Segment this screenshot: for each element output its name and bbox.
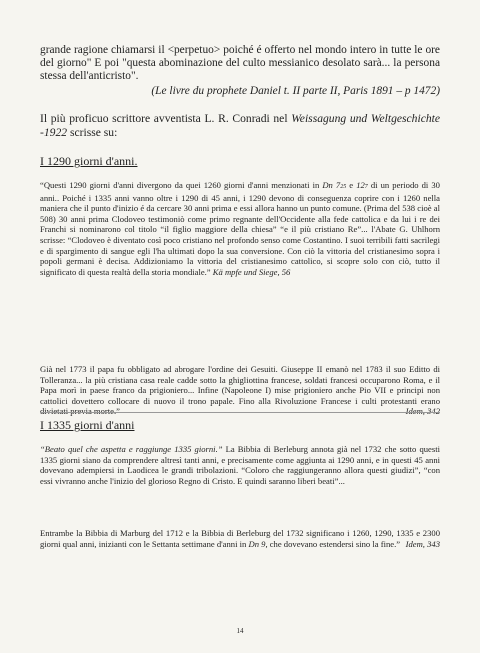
page-number: 14 (236, 627, 244, 635)
intro-citation-text: (Le livre du prophete Daniel t. II parte II, Paris 1891 – p 1472) (151, 85, 440, 97)
conradi-book-title: Weissagung und Weltgeschichte -1922 (40, 112, 441, 139)
conradi-intro-text: Il più proficuo scrittore avventista L. R. Conradi nel (40, 112, 288, 125)
section1-ref-12-verse: 7 (364, 184, 368, 190)
intro-text: grande ragione chiamarsi il <perpetuo> poiché é offerto nel mondo intero in tutte le ore del giorno" E poi "questa abominazione del culto messianico desolato sarà... la persona stessa dell'anticristo". (40, 44, 440, 83)
section1-text-1: “Questi 1290 giorni d'anni divergono da quei 1260 giorni d'anni menzionati in (40, 180, 320, 190)
section2-paragraph-1 (40, 444, 440, 486)
conradi-paragraph (40, 112, 440, 139)
section2-ref-dn9: Dn 9 (248, 538, 266, 549)
section1-text-3: di un periodo di 30 anni.. Poiché i 1335 anni vanno oltre i 1290 di 45 anni, i 1290 devono di conseguenza coprire con i 1260 nella maniera che il punto d'inizio é da cercare 30 anni prima e essi allora hanno un punto comune. (Prima del 538 cioè al 508) 30 anni prima Clodoveo testimoniò come primo regnante dell'Occidente alla fede cattolica e da lui i re dei Franchi si nominarono col titolo “il figlio maggiore della chiesa” “e il più cristiano Re”... l'Abate G. Uhlhorn scrisse: “Clodoveo è diventato così poco cristiano nel profondo senso come Costantino. I suoi terribili fatti sacrilegi e di spargimento di sangue egli l'ha ultimati dopo la sua conversione. Con ciò la vittoria del cristianesimo sopra i popoli germani è decisa. Addizioniamo la vittoria del cristianesimo cattolico, si scopre solo con ciò, tutto il significato di questa realtà della storia mondiale.” (40, 180, 440, 277)
section-heading-1290: I 1290 giorni d'anni. (40, 154, 138, 168)
section2-text-1: La Bibbia di Berleburg annota già nel 1732 che sotto questi 1335 giorni siano da comprendere altresì tanti anni, e precisamente come aggiunta ai 1290 anni, e in questi 45 anni dovevano adempiersi in Laodicea le grandi tribolazioni. “Coloro che raggiungeranno allora questi giudizi”, “con essi vivranno anche l'inizio del glorioso Regno di Cristo. E quindi saranno liberi beati”... (40, 444, 440, 486)
section1-text-4: Già nel 1773 il papa fu obbligato ad abrogare l'ordine dei Gesuiti. Giuseppe II emanò nel 1783 il suo Editto di Tolleranza... la più cristiana casa reale cadde sotto la ghigliottina francese, soldati francesi occuparono Roma, e il Papa morì in paese franco da prigioniero... Infine (Napoleone I) mise prigioniero anche Pio VII e principi non cattolici dovettero collocare di nuovo il trono papale. Fino alla Rivoluzione Francese i culti protestanti erano divietati previa morte.” (40, 364, 440, 417)
section1-source-1: Kä mpfe und Siege, 56 (212, 266, 291, 277)
section1-source-2: Idem, 342 (405, 406, 440, 417)
conradi-post-text: scrisse su: (69, 125, 118, 139)
section1-paragraph-2 (40, 364, 440, 417)
section2-beato-quote: “Beato quel che aspetta e raggiunge 1335 giorni.” (40, 444, 223, 454)
section2-text-3: , che dovevano estendersi sino la fine.” (265, 538, 401, 549)
section1-ref-12: 12 (356, 180, 365, 190)
intro-paragraph (40, 44, 440, 84)
section2-source: Idem, 343 (405, 538, 440, 549)
section-heading-1335: I 1335 giorni d'anni (40, 418, 135, 432)
section1-ref-dn7-verse: 25 (340, 184, 347, 190)
section-divider (40, 412, 440, 413)
section2-text-2: Entrambe la Bibbia di Marburg del 1712 e la Bibbia di Berleburg del 1732 significano i 1260, 1290, 1335 e 2300 giorni qual anni, inizianti con le Settanta settimane d'anni in (40, 528, 440, 549)
section2-paragraph-2 (40, 528, 440, 549)
section1-text-2: e (349, 180, 354, 190)
section1-quote-paragraph (40, 180, 440, 277)
section1-ref-dn7: Dn 7 (322, 180, 341, 190)
intro-citation (40, 85, 440, 98)
